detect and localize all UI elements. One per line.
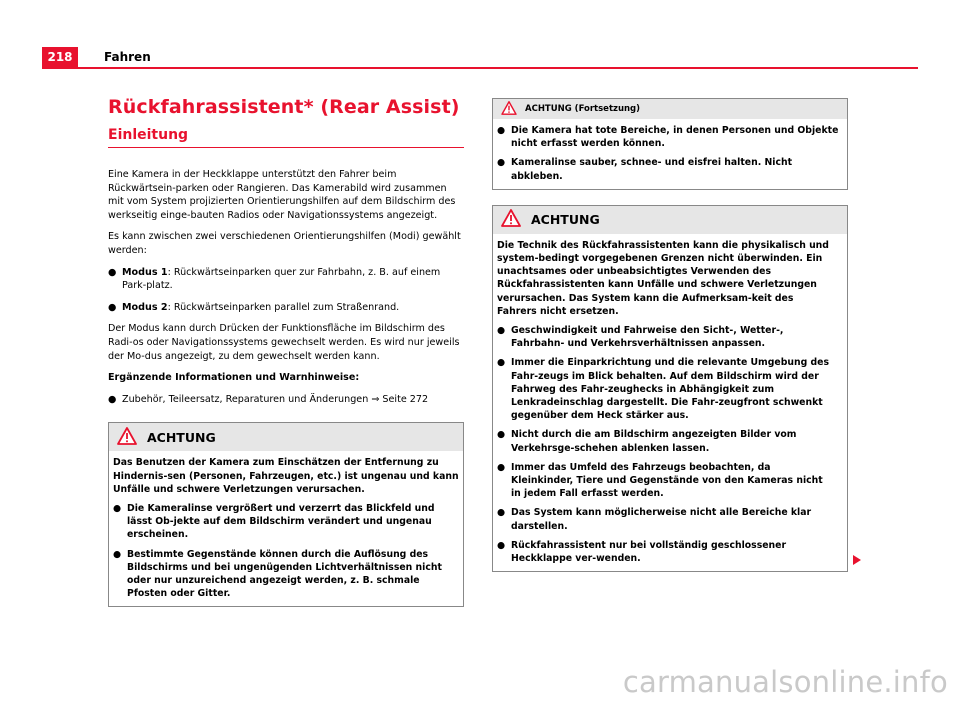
- list-item: [497, 356, 833, 422]
- bullet-icon: ●: [108, 266, 117, 278]
- warning-box: [492, 205, 848, 572]
- mode-description: : Rückwärtseinparken parallel zum Straßenrand.: [167, 301, 400, 313]
- continue-arrow-icon: [853, 550, 861, 569]
- watermark: carmanualsonline.info: [622, 665, 948, 699]
- warning-intro: Das Benutzen der Kamera zum Einschätzen der Entfernung zu Hindernis-sen (Personen, Fahrzeugen, etc.) ist ungenau und kann Unfälle und schwere Verletzungen verursachen.: [113, 457, 459, 495]
- bullet-icon: ●: [113, 548, 122, 560]
- intro-block: [108, 168, 464, 406]
- warning-header: [493, 206, 847, 234]
- warning-item: Geschwindigkeit und Fahrweise den Sicht-, Wetter-, Fahrbahn- und Verkehrsverhältnissen anpassen.: [511, 325, 784, 350]
- warning-header: [109, 423, 463, 451]
- right-column: [492, 98, 848, 572]
- warning-body: [109, 451, 463, 606]
- warning-item: Die Kamera hat tote Bereiche, in denen Personen und Objekte nicht erfasst werden können.: [511, 125, 839, 150]
- bullet-icon: ●: [497, 125, 506, 136]
- bullet-icon: ●: [497, 507, 506, 519]
- bullet-icon: ●: [113, 502, 122, 514]
- section-subtitle: Einleitung: [108, 127, 464, 148]
- warning-item: Rückfahrassistent nur bei vollständig geschlossener Heckklappe ver-wenden.: [511, 539, 787, 565]
- modes-intro: Es kann zwischen zwei verschiedenen Orientierungshilfen (Modi) gewählt werden:: [108, 231, 461, 256]
- list-item: [497, 324, 833, 350]
- warning-item: Nicht durch die am Bildschirm angezeigten Bilder vom Verkehrsge-schehen ablenken lassen.: [511, 429, 797, 454]
- mode-select-paragraph: Der Modus kann durch Drücken der Funktionsfläche im Bildschirm des Radi-os oder Navigationssystems gewechselt werden. Es wird nur jeweils der Mo-dus angezeigt, zu dem gewechselt werden kann.: [108, 323, 460, 362]
- continued-warning-box: [492, 98, 848, 190]
- extra-info-heading: Ergänzende Informationen und Warnhinweise:: [108, 372, 360, 384]
- warning-item: Kameralinse sauber, schnee- und eisfrei halten. Nicht abkleben.: [511, 157, 793, 182]
- bullet-icon: ●: [497, 461, 506, 473]
- bullet-icon: ●: [497, 429, 506, 441]
- bullet-icon: ●: [497, 357, 506, 369]
- warning-triangle-icon: [117, 427, 137, 448]
- list-item: [497, 428, 833, 454]
- list-item: [108, 301, 464, 315]
- list-item: [497, 124, 843, 150]
- bullet-icon: ●: [497, 157, 506, 169]
- section-title: Fahren: [104, 50, 151, 64]
- warning-box: [108, 422, 464, 607]
- warning-triangle-icon: [501, 209, 521, 230]
- cross-reference-link[interactable]: Zubehör, Teileersatz, Reparaturen und Änderungen ⇒ Seite 272: [122, 393, 429, 405]
- continued-warning-body: [493, 119, 847, 189]
- warning-item: Immer das Umfeld des Fahrzeugs beobachten, da Kleinkinder, Tiere und Gegenstände von den Kameras nicht in jedem Fall erfasst werden.: [511, 461, 823, 500]
- list-item: [497, 461, 833, 501]
- page-title: Rückfahrassistent* (Rear Assist): [108, 96, 460, 118]
- bullet-icon: ●: [497, 539, 506, 551]
- warning-intro: Die Technik des Rückfahrassistenten kann die physikalisch und system-bedingt vorgegebenen Grenzen nicht überwinden. Ein unachtsames oder unbeabsichtigtes Verwenden des Rückfahrassistenten kann Unfälle und schwere Verletzungen verursachen. Das System kann die Aufmerksam-keit des Fahrers nicht ersetzen.: [497, 239, 829, 317]
- warning-heading: ACHTUNG: [531, 212, 600, 228]
- continued-warning-header: [493, 99, 847, 119]
- mode-label: Modus 2: [122, 301, 168, 313]
- list-item: [113, 502, 459, 542]
- list-item: [497, 156, 843, 182]
- list-item: [113, 548, 459, 601]
- warning-item: Immer die Einparkrichtung und die relevante Umgebung des Fahr-zeugs im Blick behalten. Auf dem Bildschirm wird der Fahrweg des Fahr-zeughecks in Abhängigkeit zum Lenkradeinschlag dargestellt. Die Fahr-zeugfront schwenkt gegenüber dem Heck stärker aus.: [511, 357, 829, 422]
- warning-item: Die Kameralinse vergrößert und verzerrt das Blickfeld und lässt Ob-jekte auf dem Bildschirm verändert und ungenau erscheinen.: [127, 502, 435, 541]
- mode-text: [122, 301, 399, 315]
- warning-heading: ACHTUNG: [147, 429, 216, 445]
- list-item: [497, 506, 833, 532]
- mode-label: Modus 1: [122, 266, 168, 278]
- continued-warning-heading: ACHTUNG (Fortsetzung): [525, 104, 641, 114]
- warning-triangle-icon: [501, 101, 517, 118]
- warning-item: Bestimmte Gegenstände können durch die Auflösung des Bildschirms und bei ungenügenden Lichtverhältnissen nicht oder nur unzureichend angezeigt werden, z. B. schmale Pfosten oder Gitter.: [127, 548, 442, 600]
- left-column: [108, 96, 464, 607]
- intro-paragraph: Eine Kamera in der Heckklappe unterstützt den Fahrer beim Rückwärtsein-parken oder Rangieren. Das Kamerabild wird zusammen mit vom System projizierten Orientierungshilfen auf dem Bildschirm des werkseitig einge-bauten Radios oder Navigationssystems angezeigt.: [108, 169, 456, 221]
- header-rule: [42, 67, 918, 69]
- list-item: [497, 539, 833, 565]
- page-number: 218: [42, 47, 78, 67]
- list-item: [108, 393, 464, 407]
- bullet-icon: ●: [497, 325, 506, 337]
- bullet-icon: ●: [108, 393, 117, 405]
- bullet-icon: ●: [108, 301, 117, 313]
- warning-body: [493, 234, 847, 571]
- mode-description: : Rückwärtseinparken quer zur Fahrbahn, z. B. auf einem Park-platz.: [122, 266, 441, 292]
- list-item: [108, 266, 464, 293]
- warning-item: Das System kann möglicherweise nicht alle Bereiche klar darstellen.: [511, 507, 812, 532]
- mode-text: [122, 266, 464, 293]
